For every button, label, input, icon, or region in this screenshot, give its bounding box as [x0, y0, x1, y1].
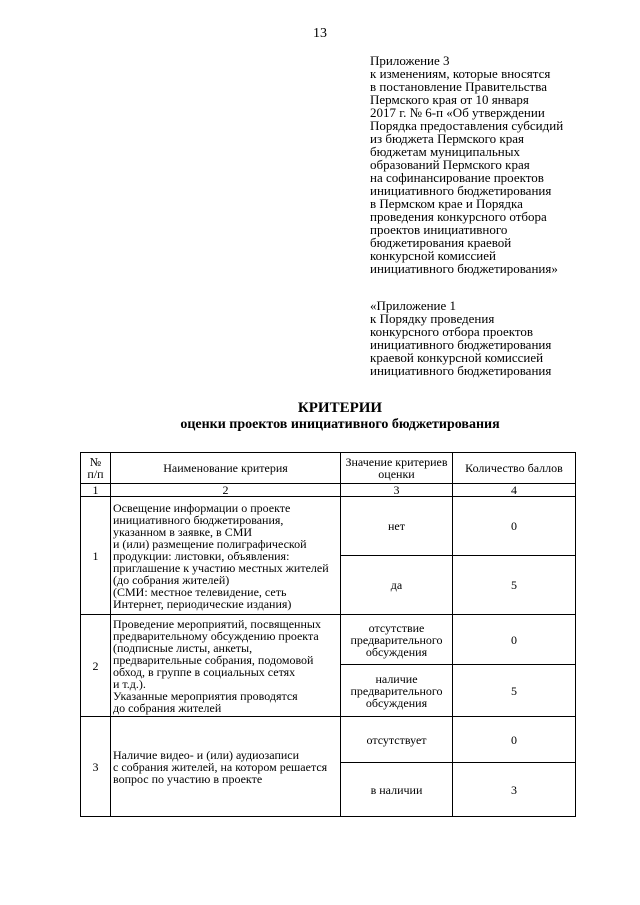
appendix-1-header — [370, 299, 610, 377]
criterion-value: да — [341, 556, 453, 615]
criterion-value: отсутствие предварительного обсуждения — [341, 615, 453, 665]
document-title: КРИТЕРИИ — [297, 400, 383, 416]
appendix-line: из бюджета Пермского края — [370, 131, 525, 146]
column-number: 3 — [341, 484, 453, 497]
criterion-name: Проведение мероприятий, посвященных предварительному обсуждению проекта (подписные листы, анкеты, предварительные собрания, подомовой обход, в группе в социальных сетях и т.д.). Указанные мероприятия проводятся до собрания жителей — [111, 615, 341, 717]
header-num: № п/п — [81, 453, 111, 484]
criterion-value: отсутствует — [341, 717, 453, 763]
appendix-line: проектов инициативного — [370, 222, 508, 237]
criterion-points: 0 — [453, 497, 576, 556]
criterion-points: 5 — [453, 665, 576, 717]
column-number: 4 — [453, 484, 576, 497]
appendix-line: на софинансирование проектов — [370, 170, 544, 185]
column-numbers-row — [81, 484, 576, 497]
criterion-value: наличие предварительного обсуждения — [341, 665, 453, 717]
table-row — [81, 717, 576, 763]
page-number: 13 — [313, 26, 327, 41]
appendix-line: краевой конкурсной комиссией — [370, 350, 544, 365]
header-value: Значение критериев оценки — [341, 453, 453, 484]
appendix-line: конкурсной комиссией — [370, 248, 496, 263]
appendix-line: инициативного бюджетирования — [370, 363, 552, 378]
criteria-table — [80, 452, 576, 817]
appendix-line: инициативного бюджетирования» — [370, 261, 558, 276]
appendix-3-header — [370, 54, 610, 275]
appendix-line: к изменениям, которые вносятся — [370, 66, 551, 81]
column-number: 1 — [81, 484, 111, 497]
table-row — [81, 497, 576, 556]
header-points: Количество баллов — [453, 453, 576, 484]
appendix-line: инициативного бюджетирования — [370, 337, 552, 352]
appendix-line: в Пермском крае и Порядка — [370, 196, 523, 211]
criterion-value: нет — [341, 497, 453, 556]
appendix-line: конкурсного отбора проектов — [370, 324, 534, 339]
column-number: 2 — [111, 484, 341, 497]
criterion-points: 0 — [453, 615, 576, 665]
appendix-line: бюджетам муниципальных — [370, 144, 520, 159]
appendix-line: «Приложение 1 — [370, 298, 457, 313]
row-number: 3 — [81, 717, 111, 817]
appendix-line: Пермского края от 10 января — [370, 92, 529, 107]
criterion-name: Наличие видео- и (или) аудиозаписи с собрания жителей, на котором решается вопрос по участию в проекте — [111, 717, 341, 817]
document-subtitle: оценки проектов инициативного бюджетирования — [180, 417, 500, 432]
header-name: Наименование критерия — [111, 453, 341, 484]
document-title-block — [0, 400, 640, 433]
appendix-line: бюджетирования краевой — [370, 235, 512, 250]
criterion-name: Освещение информации о проекте инициативного бюджетирования, указанном в заявке, в СМИ и (или) размещение полиграфической продукции: листовки, объявления: приглашение к участию местных жителей (до собрания жителей) (СМИ: местное телевидение, сеть Интернет, периодические издания) — [111, 497, 341, 615]
appendix-line: проведения конкурсного отбора — [370, 209, 547, 224]
appendix-line: в постановление Правительства — [370, 79, 547, 94]
appendix-line: Приложение 3 — [370, 53, 450, 68]
appendix-line: образований Пермского края — [370, 157, 530, 172]
row-number: 1 — [81, 497, 111, 615]
appendix-line: к Порядку проведения — [370, 311, 495, 326]
row-number: 2 — [81, 615, 111, 717]
table-row — [81, 615, 576, 665]
table-header-row — [81, 453, 576, 484]
appendix-line: 2017 г. № 6-п «Об утверждении — [370, 105, 545, 120]
appendix-line: Порядка предоставления субсидий — [370, 118, 564, 133]
criterion-points: 5 — [453, 556, 576, 615]
criterion-value: в наличии — [341, 763, 453, 817]
criterion-points: 3 — [453, 763, 576, 817]
appendix-line: инициативного бюджетирования — [370, 183, 552, 198]
criterion-points: 0 — [453, 717, 576, 763]
